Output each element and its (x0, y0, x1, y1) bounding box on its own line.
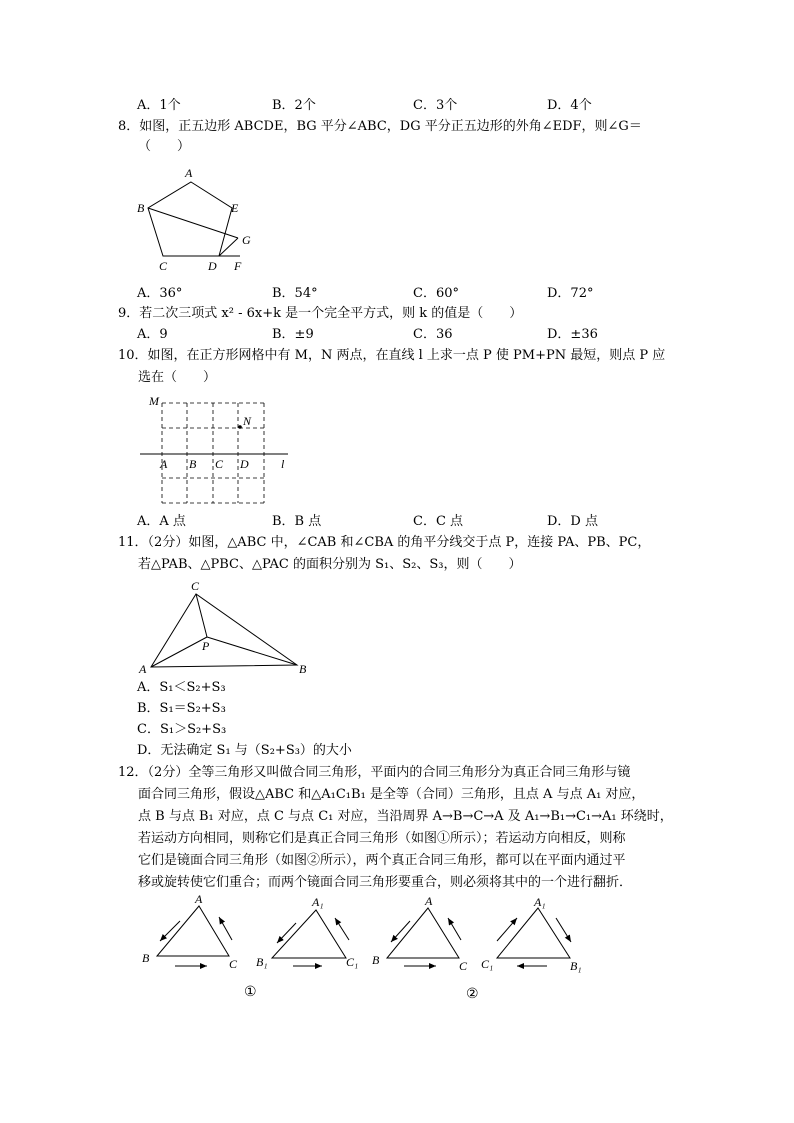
q8-label-b: B (137, 201, 145, 215)
q12-fig1-label-a1: A₁ (312, 895, 324, 909)
q8-label-e: E (231, 201, 239, 215)
q11-labels (138, 579, 307, 676)
q12-fig2-label-b1: B₁ (570, 959, 582, 973)
q12-fig2-label-a1: A₁ (534, 895, 546, 909)
q7-option-b: B．2个 (272, 98, 316, 113)
q8-stem-line1: 8．如图，正五边形 ABCDE，BG 平分∠ABC，DG 平分正五边形的外角∠EDF，则∠G＝ (118, 119, 642, 134)
q8-label-g: G (242, 233, 251, 247)
q8-labels (137, 166, 251, 273)
q12-fig1-label-b1: B₁ (256, 955, 268, 969)
q12-stem-line1: 12．（2分）全等三角形又叫做合同三角形，平面内的合同三角形分为真正合同三角形与镜 (118, 765, 631, 780)
q8-label-d: D (208, 259, 217, 273)
q7-option-c: C．3个 (413, 98, 458, 113)
q10-label-n: N (243, 414, 252, 428)
q11-label-c: C (191, 579, 200, 593)
q10-option-a: A．A 点 (137, 514, 186, 529)
q12-fig1-label-c1: C₁ (346, 955, 359, 969)
segment-pb (207, 637, 297, 665)
q11-option-d: D．无法确定 S₁ 与（S₂+S₃）的大小 (137, 743, 352, 758)
q12-caption-fig2: ② (466, 986, 479, 1002)
q12-stem-line5: 它们是镜面合同三角形（如图②所示），两个真正合同三角形，都可以在平面内通过平 (138, 853, 626, 868)
q8-pentagon-figure (148, 182, 240, 256)
q8-label-a: A (185, 166, 193, 180)
q10-label-c: C (215, 457, 224, 471)
q9-stem: 9．若二次三项式 x² - 6x+k 是一个完全平方式，则 k 的值是（ ） (118, 306, 523, 321)
q9-option-a: A．9 (137, 327, 168, 342)
q10-label-m: M (149, 394, 159, 408)
q10-label-b: B (189, 457, 197, 471)
q9-option-b: B．±9 (272, 327, 314, 342)
q12-fig2-triangle-a1c1b1 (497, 908, 571, 966)
q12-fig2-label-a: A (425, 894, 433, 908)
q8-stem-line2: （ ） (138, 139, 191, 154)
q8-label-c: C (159, 259, 168, 273)
q12-stem-line4: 若运动方向相同，则称它们是真正合同三角形（如图①所示）；若运动方向相反，则称 (138, 831, 626, 846)
q12-fig2-label-b: B (372, 953, 380, 967)
q12-fig2-label-c: C (459, 959, 468, 973)
segment-pa (151, 637, 207, 667)
q10-stem-line1: 10．如图，在正方形网格中有 M，N 两点，在直线 l 上求一点 P 使 PM+PN 最短，则点 P 应 (118, 348, 666, 363)
q8-option-c: C．60° (413, 286, 459, 301)
q10-labels (148, 394, 285, 471)
q10-stem-line2: 选在（ ） (138, 370, 217, 385)
q10-label-d: D (240, 457, 249, 471)
q10-label-l: l (281, 457, 285, 471)
point-n (238, 425, 242, 429)
q11-triangle-figure (151, 594, 297, 667)
q12-caption-fig1: ① (244, 984, 257, 1000)
q7-option-a: A．1个 (137, 98, 181, 113)
q12-stem-line3: 点 B 与点 B₁ 对应，点 C 与点 C₁ 对应，当沿周界 A→B→C→A 及 A₁→B₁→C₁→A₁ 环绕时， (138, 809, 673, 824)
q10-grid-figure (140, 403, 288, 503)
segment-bg (148, 208, 238, 238)
q11-label-b: B (299, 662, 307, 676)
q11-stem-line2: 若△PAB、△PBC、△PAC 的面积分别为 S₁、S₂、S₃，则（ ） (138, 557, 522, 572)
triangle-abc (151, 594, 297, 667)
q12-labels (142, 892, 582, 973)
q11-option-a: A．S₁＜S₂+S₃ (137, 680, 226, 695)
q8-option-b: B．54° (272, 286, 318, 301)
q12-fig1-label-c: C (229, 957, 238, 971)
q9-option-d: D．±36 (547, 327, 598, 342)
q11-label-p: P (202, 639, 210, 653)
q12-stem-line2: 面合同三角形，假设△ABC 和△A₁C₁B₁ 是全等（合同）三角形，且点 A 与点 A₁ 对应， (138, 787, 645, 802)
q12-fig1-label-a: A (195, 892, 203, 906)
q8-option-a: A．36° (137, 286, 183, 301)
q12-fig2-triangle-abc (387, 908, 461, 966)
q12-fig1-triangle-abc (157, 906, 232, 966)
q9-option-c: C．36 (413, 327, 453, 342)
q11-option-c: C．S₁＞S₂+S₃ (137, 722, 227, 737)
pentagon-abcde (148, 182, 232, 256)
q12-fig1-triangle-a1b1c1 (272, 910, 349, 966)
q10-option-c: C．C 点 (413, 514, 464, 529)
q11-option-b: B．S₁＝S₂+S₃ (137, 701, 226, 716)
q12-stem-line6: 移或旋转使它们重合；而两个镜面合同三角形要重合，则必须将其中的一个进行翻折． (138, 875, 633, 890)
q12-fig2-label-c1: C₁ (481, 957, 494, 971)
q7-option-d: D．4个 (547, 98, 592, 113)
q10-option-d: D．D 点 (547, 514, 598, 529)
q8-option-d: D．72° (547, 286, 594, 301)
q11-stem-line1: 11．（2分）如图，△ABC 中，∠CAB 和∠CBA 的角平分线交于点 P，连接 PA、PB、PC， (118, 535, 651, 550)
q10-option-b: B．B 点 (272, 514, 322, 529)
q11-label-a: A (139, 662, 147, 676)
q12-fig1-label-b: B (142, 951, 150, 965)
q10-label-a: A (160, 457, 168, 471)
q8-label-f: F (234, 259, 242, 273)
